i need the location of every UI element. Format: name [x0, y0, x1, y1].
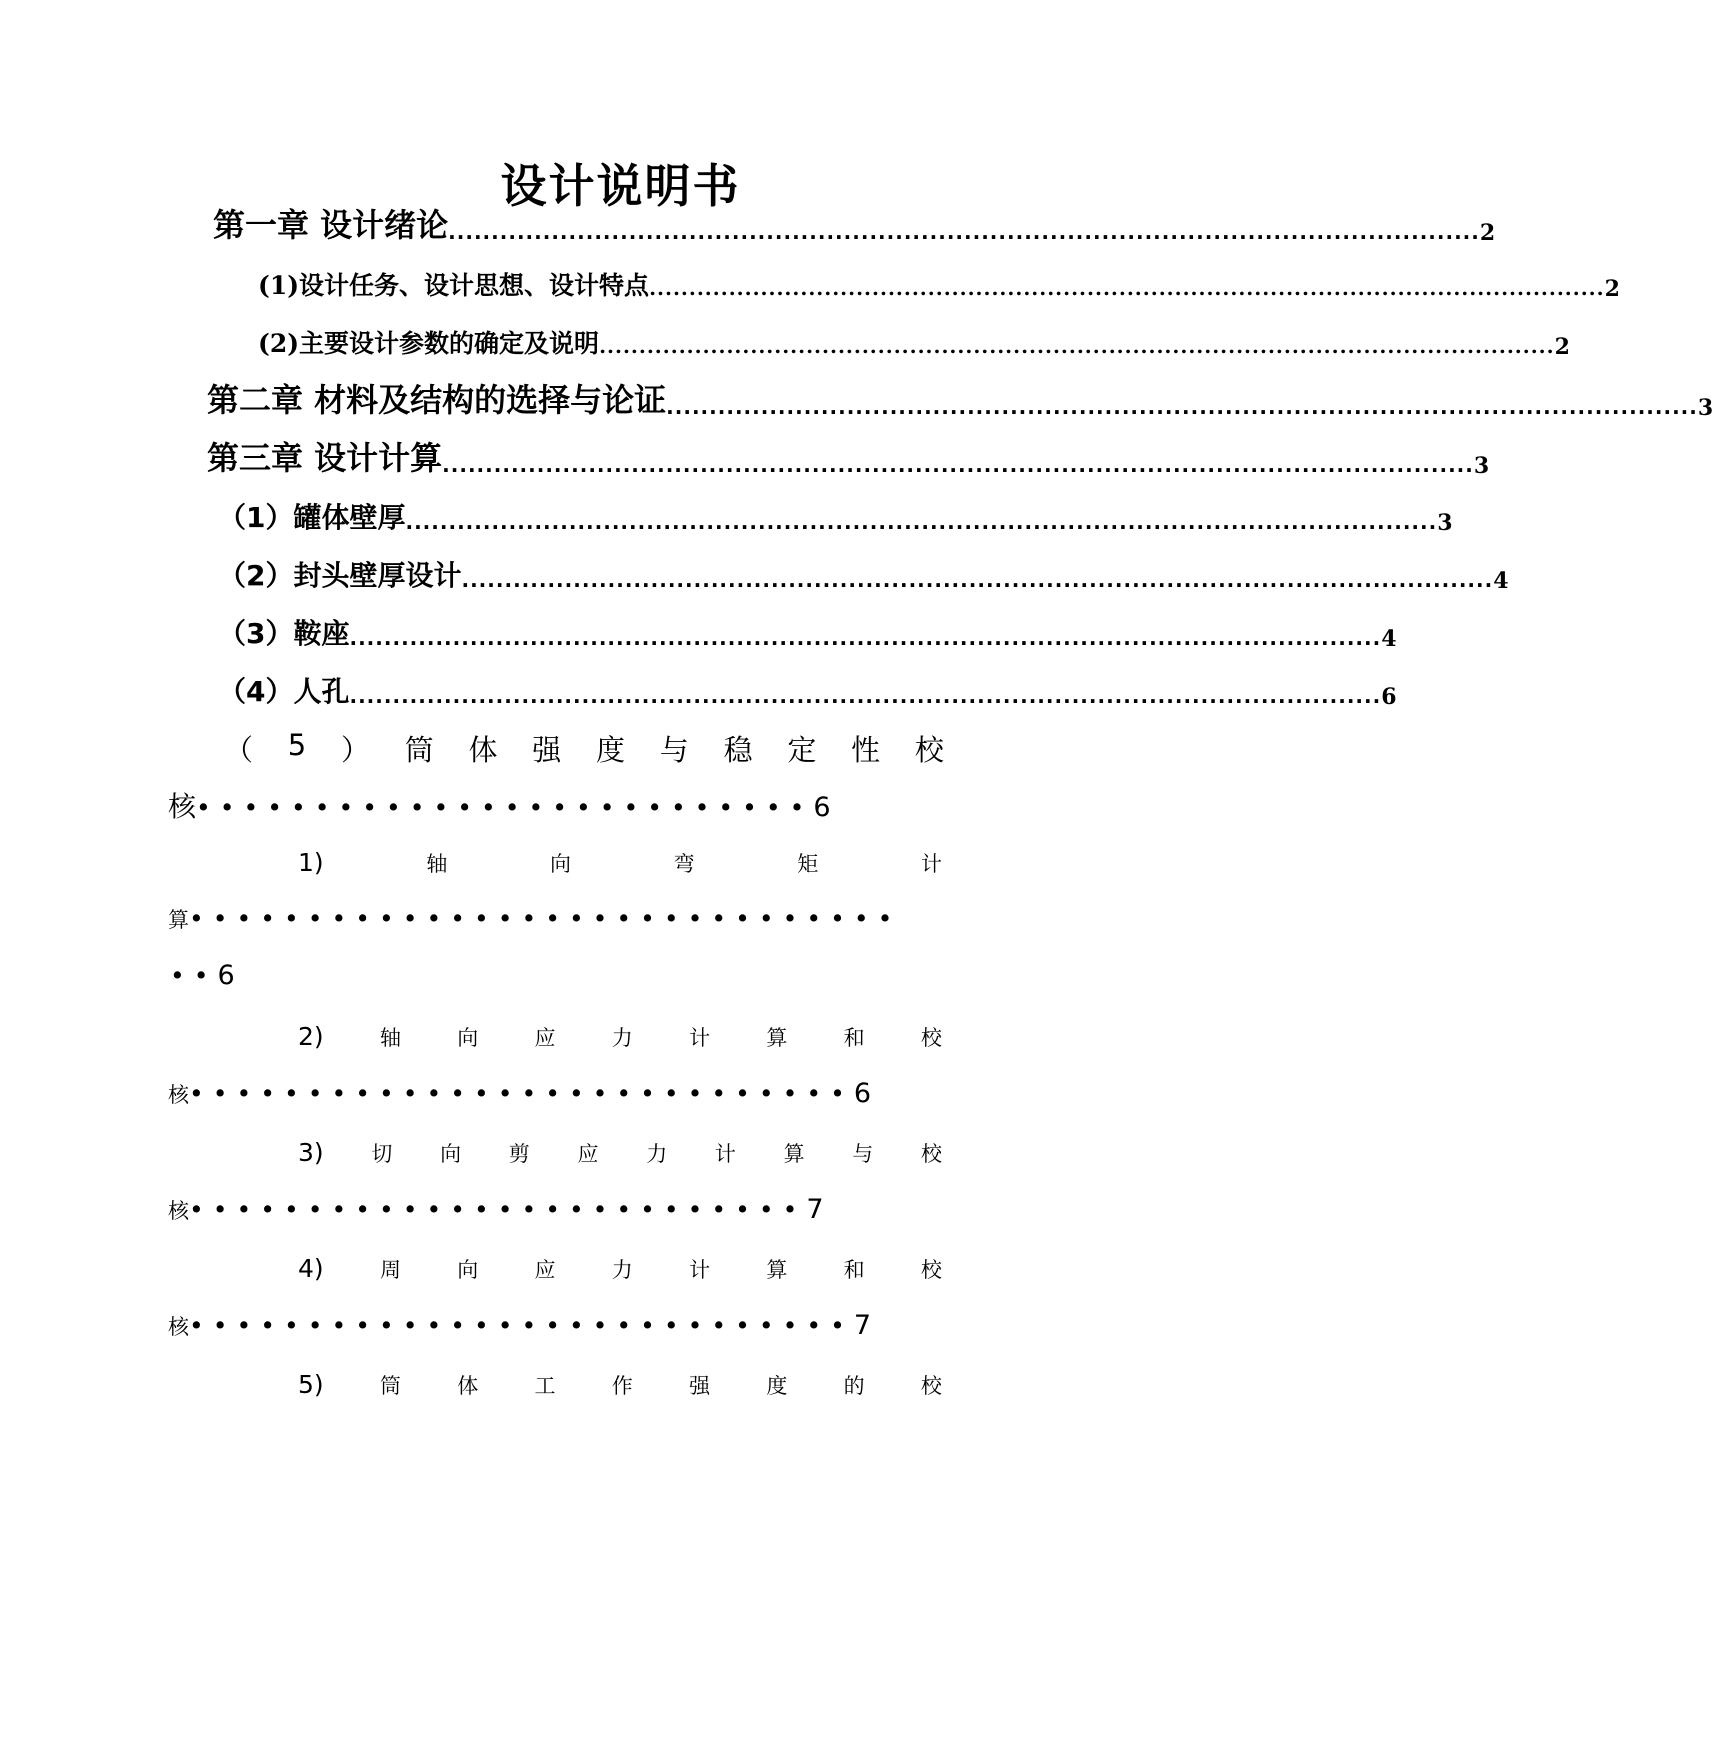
justified-char: 计: [689, 1258, 711, 1282]
toc-leader-dots: ........................................................................................................................: [599, 334, 1555, 358]
toc-page-number: 6: [1381, 684, 1397, 710]
toc-entry-section-3-3[interactable]: [218, 612, 1397, 652]
toc-subentry-1-leader-wrap: [170, 960, 235, 996]
toc-leader-dots: ••: [170, 961, 218, 990]
subentry-number: 3): [298, 1138, 324, 1167]
subentry-number: 5): [298, 1370, 324, 1399]
justified-char: 向: [549, 852, 571, 876]
toc-subentry-2-line[interactable]: [298, 1022, 942, 1058]
toc-subentry-2-leader[interactable]: [168, 1078, 871, 1114]
justified-char: 计: [689, 1026, 711, 1050]
toc-entry-section-3-2[interactable]: [218, 554, 1509, 594]
wrapped-char: 核: [168, 790, 197, 823]
toc-label: 第一章 设计绪论: [213, 206, 449, 244]
justified-char: 计: [714, 1142, 736, 1166]
toc-label: 第三章 设计计算: [207, 439, 443, 477]
toc-entry-section-3-1[interactable]: [218, 496, 1453, 536]
justified-char: 弯: [673, 852, 695, 876]
toc-subentry-1-leader[interactable]: [168, 904, 901, 940]
justified-char: 应: [577, 1142, 599, 1166]
justified-char: 轴: [426, 852, 448, 876]
toc-page-number: 6: [217, 960, 235, 991]
toc-page-number: 6: [813, 792, 831, 823]
justified-char: 算: [766, 1258, 788, 1282]
justified-char: 校: [921, 1142, 942, 1166]
toc-entry-chapter-2[interactable]: [207, 379, 1713, 421]
wrapped-char: 核: [168, 1199, 189, 1223]
justified-char: 体: [468, 733, 498, 767]
justified-char: 向: [457, 1026, 479, 1050]
justified-char: （: [224, 733, 254, 767]
toc-page-number: 3: [1473, 453, 1490, 479]
toc-page-number: 3: [1697, 395, 1713, 421]
justified-char: 周: [379, 1258, 401, 1282]
justified-char: 和: [843, 1026, 865, 1050]
toc-leader-dots: ........................................................................................................................: [349, 626, 1382, 650]
toc-subentry-1-line[interactable]: [298, 848, 942, 884]
toc-leader-dots: ••••••••••••••••••••••••••••••: [189, 904, 902, 933]
toc-label: (2)主要设计参数的确定及说明: [258, 329, 600, 358]
toc-page-number: 2: [1604, 276, 1620, 302]
toc-entry-chapter-3[interactable]: [207, 437, 1490, 479]
justified-char: 向: [457, 1258, 479, 1282]
justified-char: 作: [611, 1374, 633, 1398]
toc-leader-dots: ........................................................................................................................: [666, 395, 1698, 419]
justified-char: ）: [340, 733, 370, 767]
toc-label: （2）封头壁厚设计: [218, 559, 462, 592]
subentry-number: 2): [298, 1022, 324, 1051]
toc-leader-dots: ........................................................................................................................: [649, 276, 1605, 300]
toc-entry-section-3-4[interactable]: [218, 670, 1397, 710]
toc-entry-section-1-1[interactable]: [258, 266, 1620, 302]
toc-label: （3）鞍座: [218, 617, 350, 650]
subentry-number: 1): [298, 848, 324, 877]
toc-label: 第二章 材料及结构的选择与论证: [207, 381, 667, 419]
toc-leader-dots: ••••••••••••••••••••••••••••: [189, 1311, 854, 1340]
justified-char: 强: [689, 1374, 711, 1398]
justified-char: 力: [611, 1026, 633, 1050]
justified-char: 校: [914, 733, 944, 767]
justified-char: 轴: [379, 1026, 401, 1050]
toc-entry-section-1-2[interactable]: [258, 324, 1570, 360]
justified-char: 计: [920, 852, 942, 876]
justified-char: 矩: [797, 852, 819, 876]
justified-char: 定: [787, 733, 817, 767]
justified-char: 切: [371, 1142, 393, 1166]
wrapped-char: 算: [168, 908, 189, 932]
toc-subentry-3-line[interactable]: [298, 1138, 942, 1174]
justified-char: 校: [920, 1374, 942, 1398]
toc-subentry-4-leader[interactable]: [168, 1310, 871, 1346]
justified-char: 的: [843, 1374, 865, 1398]
toc-entry-section-3-5-leader[interactable]: [168, 785, 831, 825]
justified-char: 应: [534, 1258, 556, 1282]
wrapped-char: 核: [168, 1083, 189, 1107]
toc-page-number: 4: [1493, 568, 1509, 594]
justified-char: 与: [659, 733, 689, 767]
toc-page-number: 7: [853, 1310, 872, 1341]
toc-page-number: 2: [1479, 220, 1496, 246]
toc-subentry-5-line[interactable]: [298, 1370, 942, 1406]
toc-label: (1)设计任务、设计思想、设计特点: [258, 271, 650, 300]
justified-char: 与: [852, 1142, 874, 1166]
justified-char: 向: [440, 1142, 462, 1166]
toc-entry-chapter-1[interactable]: [213, 204, 1496, 246]
justified-char: 力: [646, 1142, 668, 1166]
wrapped-char: 核: [168, 1315, 189, 1339]
toc-leader-dots: ........................................................................................................................: [461, 568, 1494, 592]
justified-char: 筒: [404, 733, 434, 767]
toc-leader-dots: ••••••••••••••••••••••••••: [196, 793, 814, 822]
toc-label: （4）人孔: [218, 675, 350, 708]
justified-char: 算: [766, 1026, 788, 1050]
justified-char: 度: [766, 1374, 788, 1398]
justified-char: 稳: [723, 733, 753, 767]
justified-char: 校: [920, 1026, 942, 1050]
toc-leader-dots: ••••••••••••••••••••••••••: [189, 1195, 807, 1224]
justified-char: 算: [783, 1142, 805, 1166]
toc-page-number: 2: [1554, 334, 1570, 360]
justified-char: 性: [851, 733, 881, 767]
toc-leader-dots: ........................................................................................................................: [349, 684, 1382, 708]
justified-char: 应: [534, 1026, 556, 1050]
justified-char: 5: [287, 728, 307, 762]
justified-char: 和: [843, 1258, 865, 1282]
toc-page-number: 6: [853, 1078, 872, 1109]
justified-char: 筒: [379, 1374, 401, 1398]
toc-leader-dots: ........................................................................................................................: [405, 510, 1438, 534]
justified-char: 强: [532, 733, 562, 767]
subentry-number: 4): [298, 1254, 324, 1283]
toc-leader-dots: ........................................................................................................................: [442, 453, 1474, 477]
toc-leader-dots: ••••••••••••••••••••••••••••: [189, 1079, 854, 1108]
toc-entry-section-3-5-line[interactable]: [224, 728, 944, 768]
justified-char: 度: [596, 733, 626, 767]
justified-char: 工: [534, 1374, 556, 1398]
toc-subentry-3-leader[interactable]: [168, 1194, 824, 1230]
toc-page-number: 4: [1381, 626, 1397, 652]
document-title: 设计说明书: [500, 159, 741, 213]
toc-page-number: 7: [806, 1194, 824, 1225]
toc-leader-dots: ........................................................................................................................: [448, 220, 1480, 244]
toc-subentry-4-line[interactable]: [298, 1254, 942, 1290]
toc-label: （1）罐体壁厚: [218, 501, 406, 534]
justified-char: 剪: [508, 1142, 530, 1166]
justified-char: 校: [920, 1258, 942, 1282]
justified-char: 力: [611, 1258, 633, 1282]
justified-char: 体: [457, 1374, 479, 1398]
toc-page-number: 3: [1437, 510, 1453, 536]
